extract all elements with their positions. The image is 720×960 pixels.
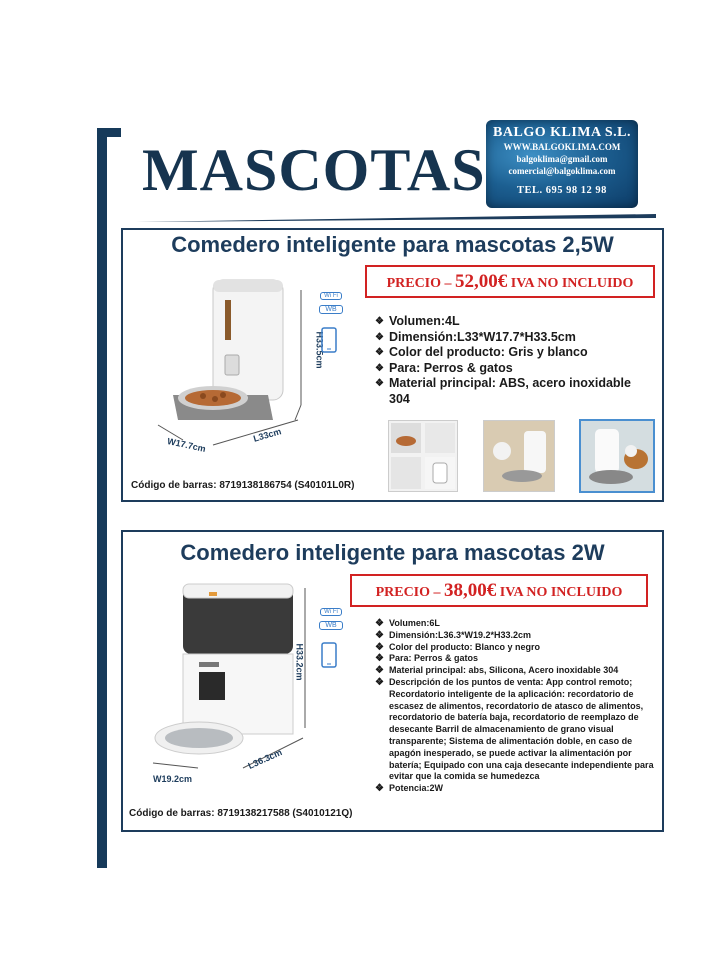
- spec-text: Material principal: ABS, acero inoxidable 304: [389, 376, 631, 406]
- feeder-illustration: [143, 578, 323, 798]
- price-box: [365, 265, 655, 298]
- spec-item: [375, 677, 655, 783]
- spec-text: Color del producto: Gris y blanco: [389, 345, 588, 359]
- diamond-bullet-icon: ❖: [375, 362, 384, 374]
- diamond-bullet-icon: ❖: [375, 783, 384, 795]
- wb-badge: WB: [319, 305, 343, 314]
- dim-length: L36.3cm: [246, 747, 284, 771]
- frame-top-bar: [97, 128, 121, 137]
- price-prefix: PRECIO –: [375, 585, 441, 600]
- dim-height: H33.5cm: [314, 331, 325, 369]
- dim-width: W17.7cm: [166, 436, 207, 454]
- phone-icon: [321, 327, 337, 353]
- diamond-bullet-icon: ❖: [375, 347, 384, 358]
- phone-icon: [321, 642, 337, 668]
- spec-list: [375, 618, 655, 795]
- company-email: balgoklima@gmail.com: [516, 154, 608, 164]
- price-suffix: IVA NO INCLUIDO: [510, 276, 634, 291]
- spec-text: Para: Perros & gatos: [389, 360, 513, 375]
- product-title: Comedero inteligente para mascotas 2,5W: [171, 232, 614, 257]
- spec-text: Color del producto: Blanco y negro: [389, 641, 541, 652]
- price-prefix: PRECIO –: [386, 276, 452, 291]
- company-phone: TEL. 695 98 12 98: [517, 185, 607, 196]
- spec-text: Material principal: abs, Silicona, Acero inoxidable 304: [389, 665, 619, 676]
- wifi-badge: Wi Fi: [320, 608, 342, 616]
- spec-text: Para: Perros & gatos: [389, 653, 479, 664]
- wifi-badge: Wi Fi: [320, 292, 342, 300]
- diamond-bullet-icon: ❖: [375, 331, 384, 343]
- diamond-bullet-icon: ❖: [375, 641, 384, 653]
- diamond-bullet-icon: ❖: [375, 618, 384, 629]
- spec-item: [375, 630, 655, 642]
- spec-text: Volumen:6L: [389, 618, 440, 628]
- spec-item: [375, 642, 655, 654]
- spec-item: [375, 653, 655, 665]
- spec-item: [375, 618, 655, 630]
- product-thumbnail-dog[interactable]: [579, 419, 655, 493]
- dim-height: H33.2cm: [294, 643, 305, 681]
- frame-left-bar: [97, 128, 107, 868]
- price-value: 38,00€: [444, 580, 497, 601]
- dim-length: L33cm: [252, 426, 283, 444]
- spec-text: Dimensión:L36.3*W19.2*H33.2cm: [389, 629, 532, 640]
- dim-width: W19.2cm: [153, 774, 193, 784]
- title-underline: [136, 214, 656, 222]
- price-value: 52,00€: [455, 271, 508, 292]
- product-card-2: [121, 530, 664, 832]
- spec-item: [375, 314, 650, 330]
- diamond-bullet-icon: ❖: [375, 653, 384, 665]
- spec-item: [375, 345, 650, 361]
- product-thumbnail-details[interactable]: [388, 420, 458, 492]
- barcode-text: Código de barras: 8719138217588 (S4010121Q): [129, 808, 353, 819]
- product-card-1: [121, 228, 664, 502]
- spec-text: Dimensión:L33*W17.7*H33.5cm: [389, 329, 576, 344]
- diamond-bullet-icon: ❖: [375, 665, 384, 677]
- spec-item: [375, 783, 655, 795]
- spec-text: Descripción de los puntos de venta: App control remoto; Recordatorio inteligente de la aplicación: recordatorio de escasez de alimentos, recordatorio de atasco de alimentos, recordatorio de batería baja, recordatorio de reemplazo de desecante Barril de almacenamiento de grano visual transparente; Sistema de alimentación doble, en caso de apagón inesperado, se puede activar la alimentación por batería; Equipado con una caja desecante independiente para evitar que la comida se humedezca: [389, 676, 654, 782]
- company-email-commercial: comercial@balgoklima.com: [508, 166, 616, 176]
- spec-text: Volumen:4L: [389, 314, 460, 328]
- product-title: Comedero inteligente para mascotas 2W: [180, 540, 605, 565]
- price-suffix: IVA NO INCLUIDO: [499, 585, 623, 600]
- spec-item: [375, 330, 650, 346]
- page-title: MASCOTAS: [142, 137, 486, 203]
- spec-text: Potencia:2W: [389, 783, 444, 794]
- spec-item: [375, 665, 655, 677]
- diamond-bullet-icon: ❖: [375, 629, 384, 641]
- diamond-bullet-icon: ❖: [375, 378, 384, 389]
- price-box: [350, 574, 648, 607]
- wb-badge: WB: [319, 621, 343, 630]
- barcode-text: Código de barras: 8719138186754 (S40101L0R): [131, 480, 355, 491]
- diamond-bullet-icon: ❖: [375, 316, 384, 327]
- spec-list: [375, 314, 650, 407]
- company-website: WWW.BALGOKLIMA.COM: [503, 142, 621, 152]
- product-thumbnail-cat[interactable]: [483, 420, 555, 492]
- company-logo-card: [486, 120, 638, 208]
- spec-item: [375, 376, 650, 407]
- diamond-bullet-icon: ❖: [375, 676, 384, 688]
- spec-item: [375, 361, 650, 377]
- company-name: BALGO KLIMA S.L.: [493, 125, 631, 140]
